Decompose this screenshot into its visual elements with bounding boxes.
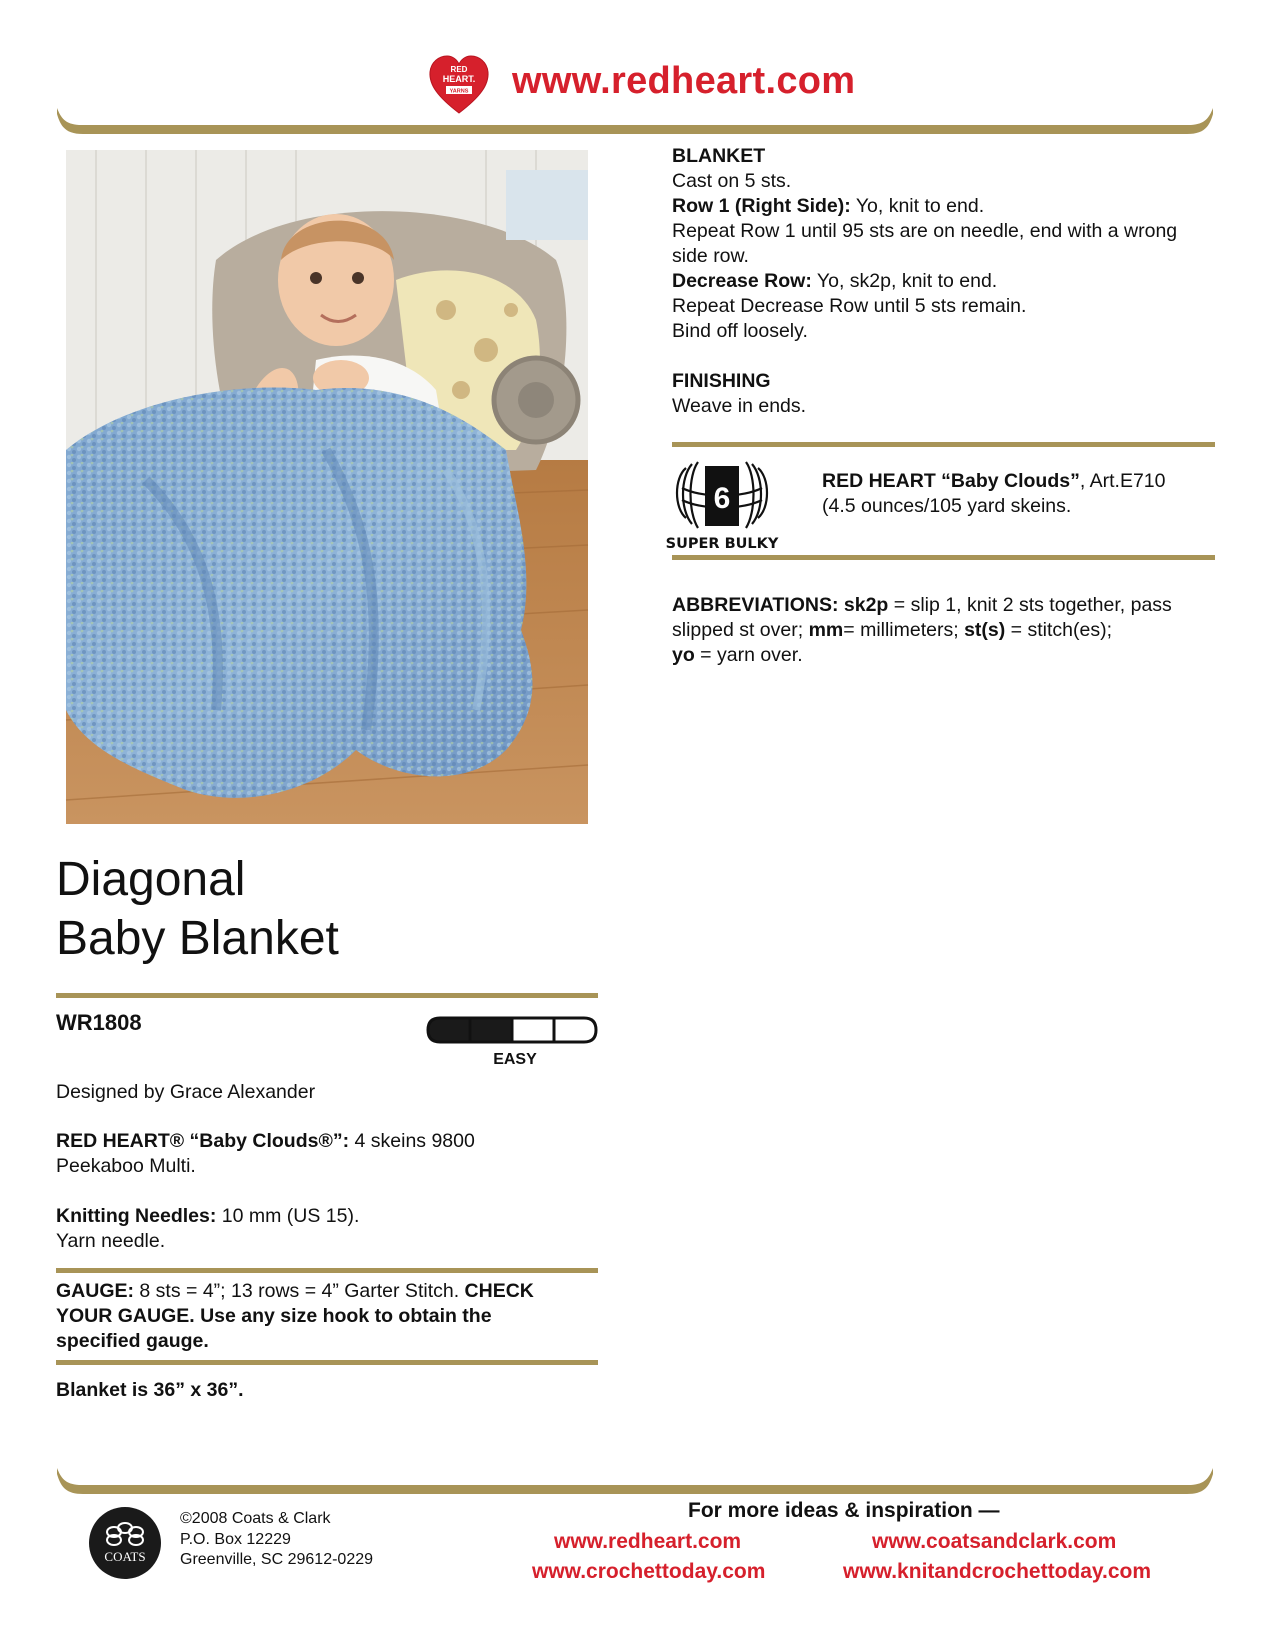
abbrev-mm: mm: [808, 619, 844, 641]
finishing-text: Weave in ends.: [672, 395, 807, 417]
gauge-line3: specified gauge.: [56, 1330, 209, 1352]
address-line3: Greenville, SC 29612-0229: [180, 1551, 374, 1568]
abbrev-mm-def: = millimeters;: [843, 619, 965, 641]
abbreviations: [672, 593, 1217, 668]
needles-label: Knitting Needles:: [56, 1205, 217, 1227]
yarn-weight-info: [822, 469, 1217, 519]
section-divider: [56, 993, 598, 998]
abbrev-sk2p: sk2p: [838, 594, 889, 616]
abbrev-sts: st(s): [964, 619, 1006, 641]
yarn-materials-amount: 4 skeins 9800: [349, 1130, 475, 1152]
footer-link-knitandcrochettoday[interactable]: www.knitandcrochettoday.com: [843, 1560, 1152, 1583]
abbrev-sts-def: = stitch(es);: [1005, 619, 1112, 641]
skill-level-meter: [426, 1016, 600, 1068]
decrease-label: Decrease Row:: [672, 270, 812, 292]
cast-on-step: Cast on 5 sts.: [672, 170, 792, 192]
skill-segment-empty: [512, 1018, 554, 1042]
yarn-weight-label: SUPER BULKY: [665, 536, 779, 552]
address-line2: P.O. Box 12229: [180, 1530, 291, 1548]
yarn-weight-icon: [665, 460, 779, 552]
bind-off-step: Bind off loosely.: [672, 320, 808, 342]
gauge-text: 8 sts = 4”; 13 rows = 4” Garter Stitch.: [134, 1280, 465, 1302]
skill-segment-filled: [428, 1018, 470, 1042]
company-address: [180, 1509, 373, 1571]
yarn-materials-color: Peekaboo Multi.: [56, 1155, 196, 1177]
abbrev-sk2p-def2: slipped st over;: [672, 619, 809, 641]
section-divider: [56, 1268, 598, 1273]
footer-swoosh-divider: [55, 1460, 1215, 1500]
repeat1-line1: Repeat Row 1 until 95 sts are on needle, end with a wrong: [672, 220, 1178, 242]
logo-text-heart: HEART.: [442, 74, 476, 84]
footer-link-redheart[interactable]: www.redheart.com: [554, 1530, 742, 1553]
footer-link-crochettoday[interactable]: www.crochettoday.com: [532, 1560, 766, 1583]
yarn-skein-size: (4.5 ounces/105 yard skeins.: [822, 495, 1072, 517]
logo-text-red: RED: [450, 65, 468, 74]
logo-text-yarns: YARNS: [449, 88, 469, 95]
section-divider: [672, 555, 1215, 560]
decrease-text: Yo, sk2p, knit to end.: [811, 270, 998, 292]
abbrev-sk2p-def: = slip 1, knit 2 sts together, pass: [888, 594, 1172, 616]
skill-level-label: EASY: [493, 1051, 537, 1068]
footer-link-coatsandclark[interactable]: www.coatsandclark.com: [872, 1530, 1117, 1553]
yarn-brand: RED HEART “Baby Clouds”: [822, 470, 1080, 492]
yarn-weight-number: 6: [713, 482, 731, 515]
row1-text: Yo, knit to end.: [850, 195, 985, 217]
skill-segment-filled: [470, 1018, 512, 1042]
section-divider: [672, 442, 1215, 447]
repeat1-line2: side row.: [672, 245, 749, 267]
pattern-number: WR1808: [56, 1010, 142, 1035]
header-url-link[interactable]: www.redheart.com: [512, 60, 856, 102]
pattern-title-line2: Baby Blanket: [56, 912, 339, 965]
more-ideas-heading: For more ideas & inspiration —: [688, 1499, 1000, 1522]
gauge-check: CHECK: [464, 1280, 534, 1302]
section-divider: [56, 1360, 598, 1365]
pattern-title-line1: Diagonal: [56, 853, 246, 906]
instructions: [672, 144, 1217, 419]
baby-with-blanket-photo: [66, 150, 588, 824]
skill-segment-empty: [554, 1018, 596, 1042]
skill-level-segments: [428, 1018, 596, 1042]
yarn-materials-label: RED HEART® “Baby Clouds®”:: [56, 1130, 350, 1152]
decrease-step: [672, 269, 1217, 294]
address-line1: ©2008 Coats & Clark: [180, 1510, 331, 1527]
needles-extra: Yarn needle.: [56, 1230, 166, 1252]
yarn-art-number: , Art.E710: [1079, 470, 1166, 492]
gauge-label: GAUGE:: [56, 1280, 134, 1302]
blanket-heading: BLANKET: [672, 145, 766, 167]
pattern-title: [56, 850, 339, 968]
finished-size: Blanket is 36” x 36”.: [56, 1379, 244, 1401]
row1-step: [672, 194, 1217, 219]
gauge-info: [56, 1279, 596, 1354]
yarn-materials: [56, 1129, 596, 1179]
coats-logo-icon: [88, 1506, 162, 1580]
coats-logo-text: COATS: [104, 1549, 146, 1564]
abbrev-label: ABBREVIATIONS:: [672, 594, 839, 616]
needles-size: 10 mm (US 15).: [216, 1205, 360, 1227]
abbrev-yo-def: = yarn over.: [694, 644, 803, 666]
gauge-line2: YOUR GAUGE. Use any size hook to obtain the: [56, 1305, 492, 1327]
needles-materials: [56, 1204, 596, 1254]
designer-credit: Designed by Grace Alexander: [56, 1081, 316, 1103]
abbrev-yo: yo: [672, 644, 695, 666]
row1-label: Row 1 (Right Side):: [672, 195, 851, 217]
header-swoosh-divider: [55, 100, 1215, 140]
finishing-heading: FINISHING: [672, 370, 771, 392]
repeat2-step: Repeat Decrease Row until 5 sts remain.: [672, 295, 1027, 317]
